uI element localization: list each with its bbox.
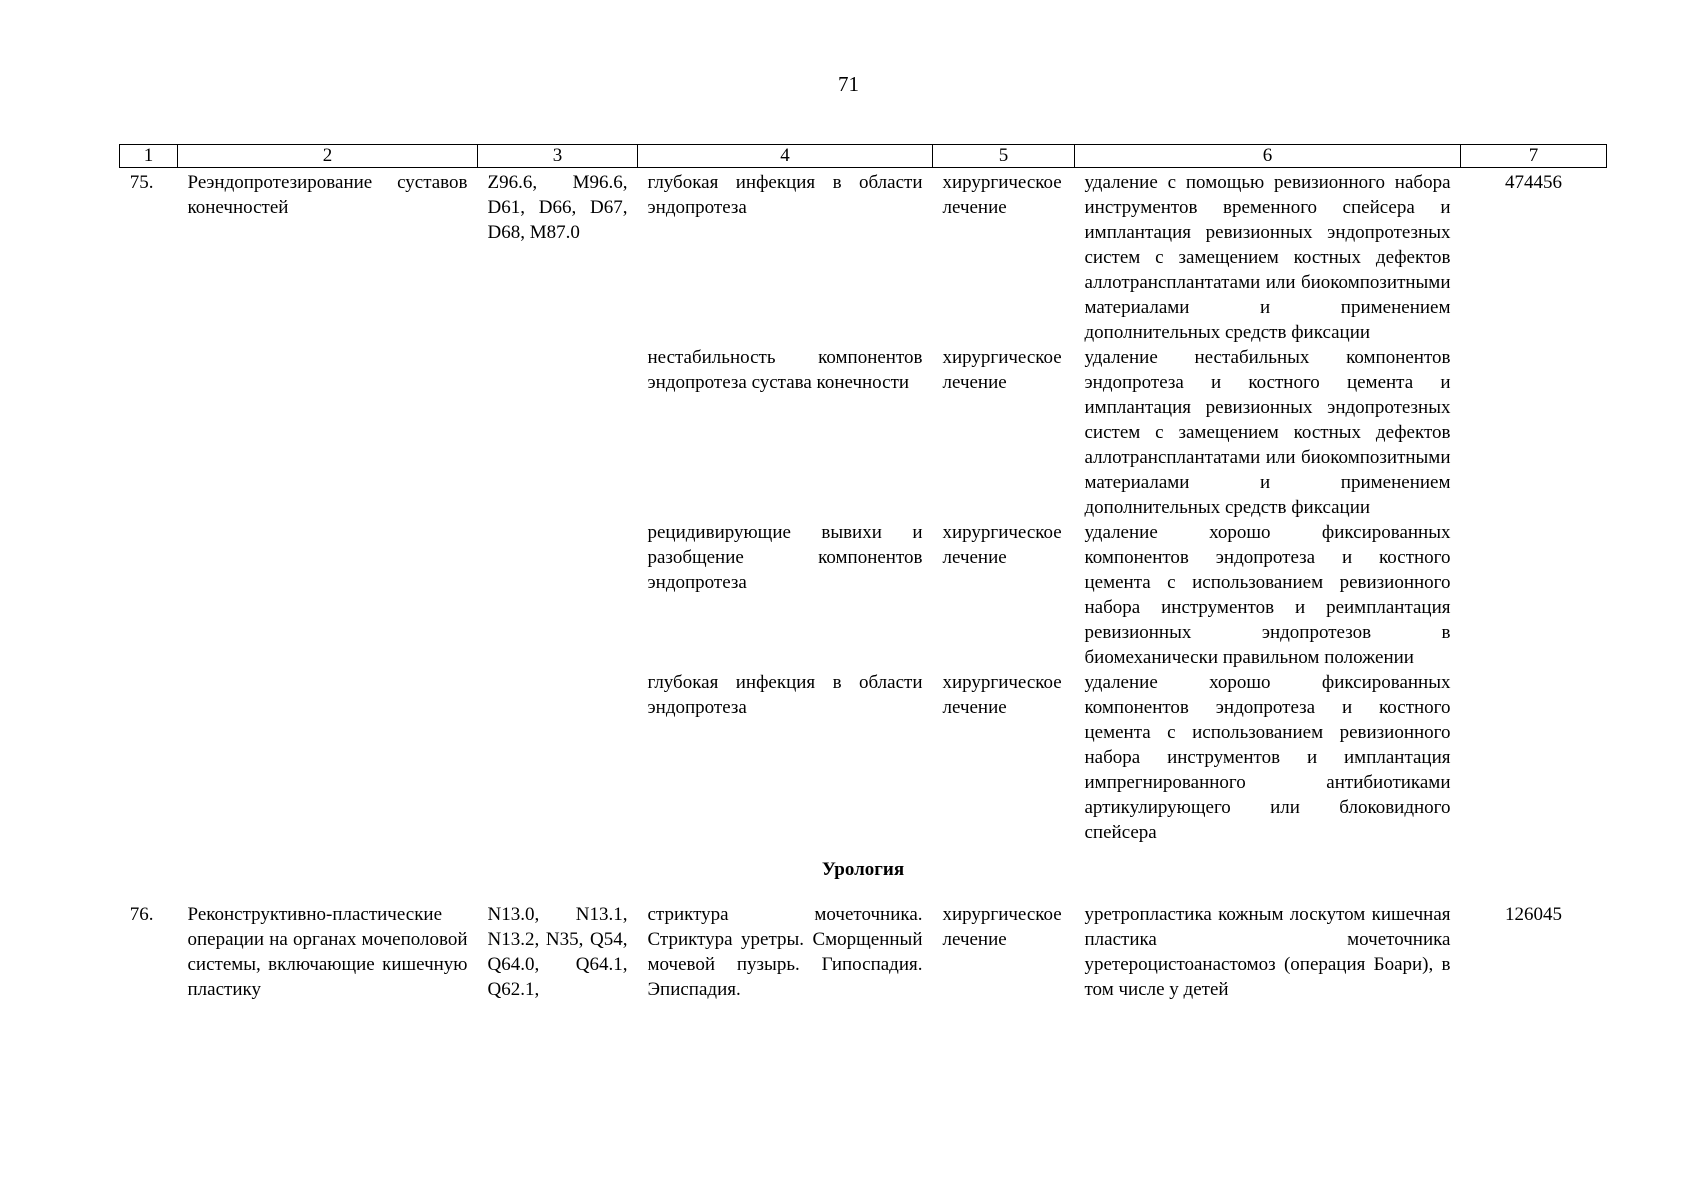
column-header: 4 xyxy=(638,145,933,168)
diagnosis-codes: N13.0, N13.1, N13.2, N35, Q54, Q64.0, Q64.1, Q62.1, xyxy=(487,904,628,1000)
treatment-method: удаление нестабильных компонентов эндопротеза и костного цемента и имплантация ревизионных эндопротезных систем с замещением костных дефектов аллотрансплантатами или биокомпозитными материалами и применением дополнительных средств фиксации xyxy=(1084,347,1451,518)
section-title: Урология xyxy=(821,859,905,880)
treatment-type: хирургическое лечение xyxy=(942,672,1062,718)
table-row xyxy=(120,345,1607,520)
column-number-header xyxy=(120,145,1607,168)
condition: стриктура мочеточника. Стриктура уретры. Сморщенный мочевой пузырь. Гипоспадия. Эписпадия. xyxy=(647,904,923,1000)
services-table xyxy=(119,144,1607,1002)
cost-value: 126045 xyxy=(1505,904,1562,925)
condition: глубокая инфекция в области эндопротеза xyxy=(647,672,923,718)
service-name: Реэндопротезирование суставов конечностей xyxy=(187,172,468,218)
treatment-type: хирургическое лечение xyxy=(942,172,1062,218)
table-row xyxy=(120,168,1607,346)
table-row xyxy=(120,902,1607,1002)
treatment-type: хирургическое лечение xyxy=(942,904,1062,950)
row-number: 75. xyxy=(129,172,154,193)
treatment-type: хирургическое лечение xyxy=(942,347,1062,393)
row-number: 76. xyxy=(129,904,154,925)
column-header: 3 xyxy=(478,145,638,168)
column-header: 1 xyxy=(120,145,178,168)
treatment-method: уретропластика кожным лоскутом кишечная пластика мочеточника уретероцистоанастомоз (операция Боари), в том числе у детей xyxy=(1084,904,1451,1000)
column-header: 7 xyxy=(1461,145,1607,168)
table-row xyxy=(120,670,1607,845)
column-header: 6 xyxy=(1075,145,1461,168)
cost-value: 474456 xyxy=(1505,172,1562,193)
condition: глубокая инфекция в области эндопротеза xyxy=(647,172,923,218)
table-row xyxy=(120,520,1607,670)
service-name: Реконструктивно-пластические операции на органах мочеполовой системы, включающие кишечную пластику xyxy=(187,904,468,1000)
treatment-method: удаление хорошо фиксированных компонентов эндопротеза и костного цемента с использованием ревизионного набора инструментов и реимплантация ревизионных эндопротезов в биомеханически правильном положении xyxy=(1084,522,1451,668)
column-header: 5 xyxy=(933,145,1075,168)
page-number: 71 xyxy=(838,72,859,96)
diagnosis-codes: Z96.6, M96.6, D61, D66, D67, D68, M87.0 xyxy=(487,172,628,243)
condition: рецидивирующие вывихи и разобщение компонентов эндопротеза xyxy=(647,522,923,593)
treatment-type: хирургическое лечение xyxy=(942,522,1062,568)
treatment-method: удаление с помощью ревизионного набора инструментов временного спейсера и имплантация ревизионных эндопротезных систем с замещением костных дефектов аллотрансплантатами или биокомпозитными материалами и применением дополнительных средств фиксации xyxy=(1084,172,1451,343)
treatment-method: удаление хорошо фиксированных компонентов эндопротеза и костного цемента с использованием ревизионного набора инструментов и имплантация импрегнированного антибиотиками артикулирующего или блоковидного спейсера xyxy=(1084,672,1451,843)
column-header: 2 xyxy=(178,145,478,168)
condition: нестабильность компонентов эндопротеза сустава конечности xyxy=(647,347,923,393)
section-title-row xyxy=(120,845,1607,902)
